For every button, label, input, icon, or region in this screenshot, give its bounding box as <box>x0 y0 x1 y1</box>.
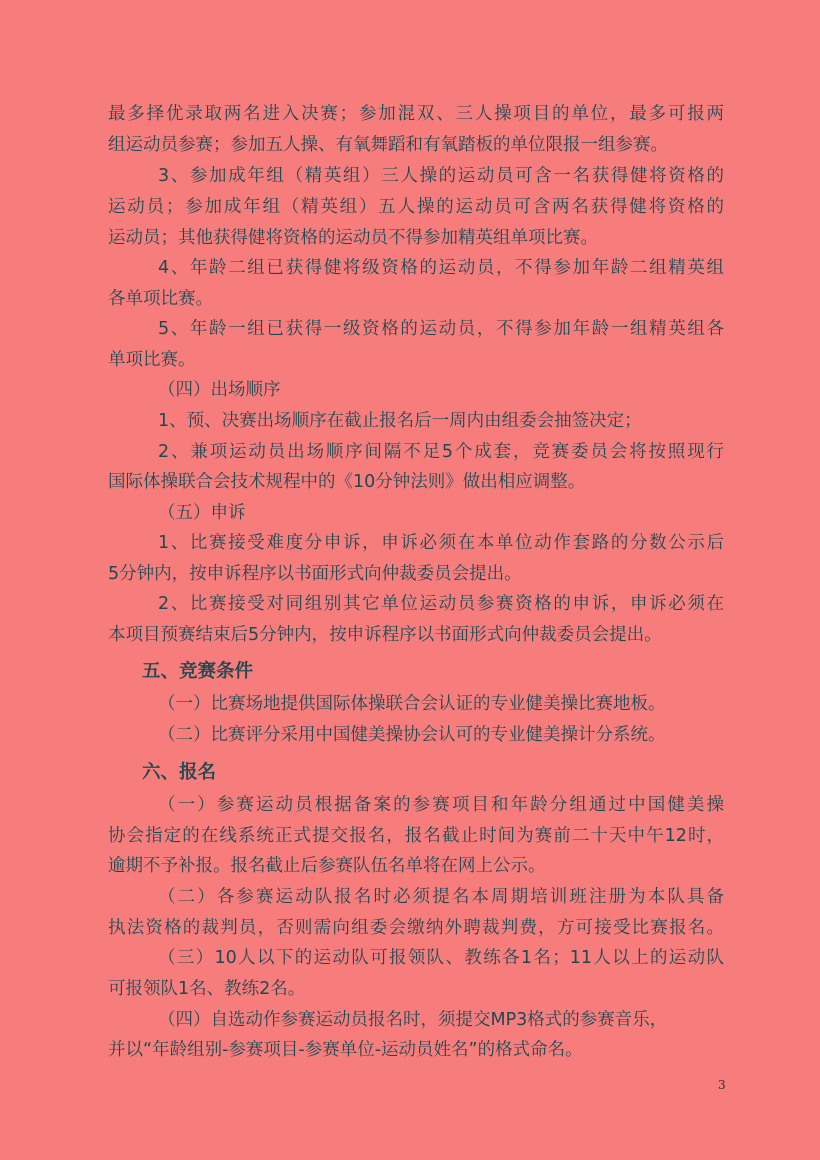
text-line: 运动员；其他获得健将资格的运动员不得参加精英组单项比赛。 <box>108 228 598 248</box>
text-line: 逾期不予补报。报名截止后参赛队伍名单将在网上公示。 <box>108 856 546 876</box>
section-heading: 五、竞赛条件 <box>142 661 254 682</box>
text-line: 5分钟内，按申诉程序以书面形式向仲裁委员会提出。 <box>108 564 522 584</box>
text-line: （二）各参赛运动队报名时必须提名本周期培训班注册为本队具备 <box>158 887 724 907</box>
text-line: 2、兼项运动员出场顺序间隔不足5个成套，竞赛委员会将按照现行 <box>158 442 724 462</box>
text-line: （二）比赛评分采用中国健美操协会认可的专业健美操计分系统。 <box>158 725 666 745</box>
text-line: 单项比赛。 <box>108 350 196 370</box>
text-line: 5、年龄一组已获得一级资格的运动员，不得参加年龄一组精英组各 <box>158 319 724 339</box>
text-line: 并以“年龄组别-参赛项目-参赛单位-运动员姓名”的格式命名。 <box>108 1040 583 1060</box>
text-line: 国际体操联合会技术规程中的《10分钟法则》做出相应调整。 <box>108 472 586 492</box>
text-line: （一）比赛场地提供国际体操联合会认证的专业健美操比赛地板。 <box>158 694 666 714</box>
text-line: 4、年龄二组已获得健将级资格的运动员，不得参加年龄二组精英组 <box>158 258 724 278</box>
text-line: 1、比赛接受难度分申诉，申诉必须在本单位动作套路的分数公示后 <box>158 533 724 553</box>
text-line: 最多择优录取两名进入决赛；参加混双、三人操项目的单位，最多可报两 <box>108 104 724 124</box>
text-line: （四）自选动作参赛运动员报名时，须提交MP3格式的参赛音乐， <box>158 1010 668 1030</box>
text-line: 运动员；参加成年组（精英组）五人操的运动员可含两名获得健将资格的 <box>108 197 724 217</box>
section-heading: 六、报名 <box>142 762 217 783</box>
text-line: 2、比赛接受对同组别其它单位运动员参赛资格的申诉，申诉必须在 <box>158 594 724 614</box>
text-line: 1、预、决赛出场顺序在截止报名后一周内由组委会抽签决定； <box>158 411 642 431</box>
text-line: 本项目预赛结束后5分钟内，按申诉程序以书面形式向仲裁委员会提出。 <box>108 625 662 645</box>
text-line: （三）10人以下的运动队可报领队、教练各1名；11人以上的运动队 <box>158 948 724 968</box>
page-number: 3 <box>718 1078 726 1092</box>
text-line: 组运动员参赛；参加五人操、有氧舞蹈和有氧踏板的单位限报一组参赛。 <box>108 135 668 155</box>
text-line: 各单项比赛。 <box>108 289 213 309</box>
section-subheading: （四）出场顺序 <box>158 380 281 400</box>
text-line: 协会指定的在线系统正式提交报名，报名截止时间为赛前二十天中午12时， <box>108 826 724 846</box>
text-line: 可报领队1名、教练2名。 <box>108 979 306 999</box>
section-subheading: （五）申诉 <box>158 503 246 523</box>
text-line: 执法资格的裁判员，否则需向组委会缴纳外聘裁判费，方可接受比赛报名。 <box>108 918 724 938</box>
text-line: （一）参赛运动员根据备案的参赛项目和年龄分组通过中国健美操 <box>158 795 724 815</box>
text-line: 3、参加成年组（精英组）三人操的运动员可含一名获得健将资格的 <box>158 166 724 186</box>
